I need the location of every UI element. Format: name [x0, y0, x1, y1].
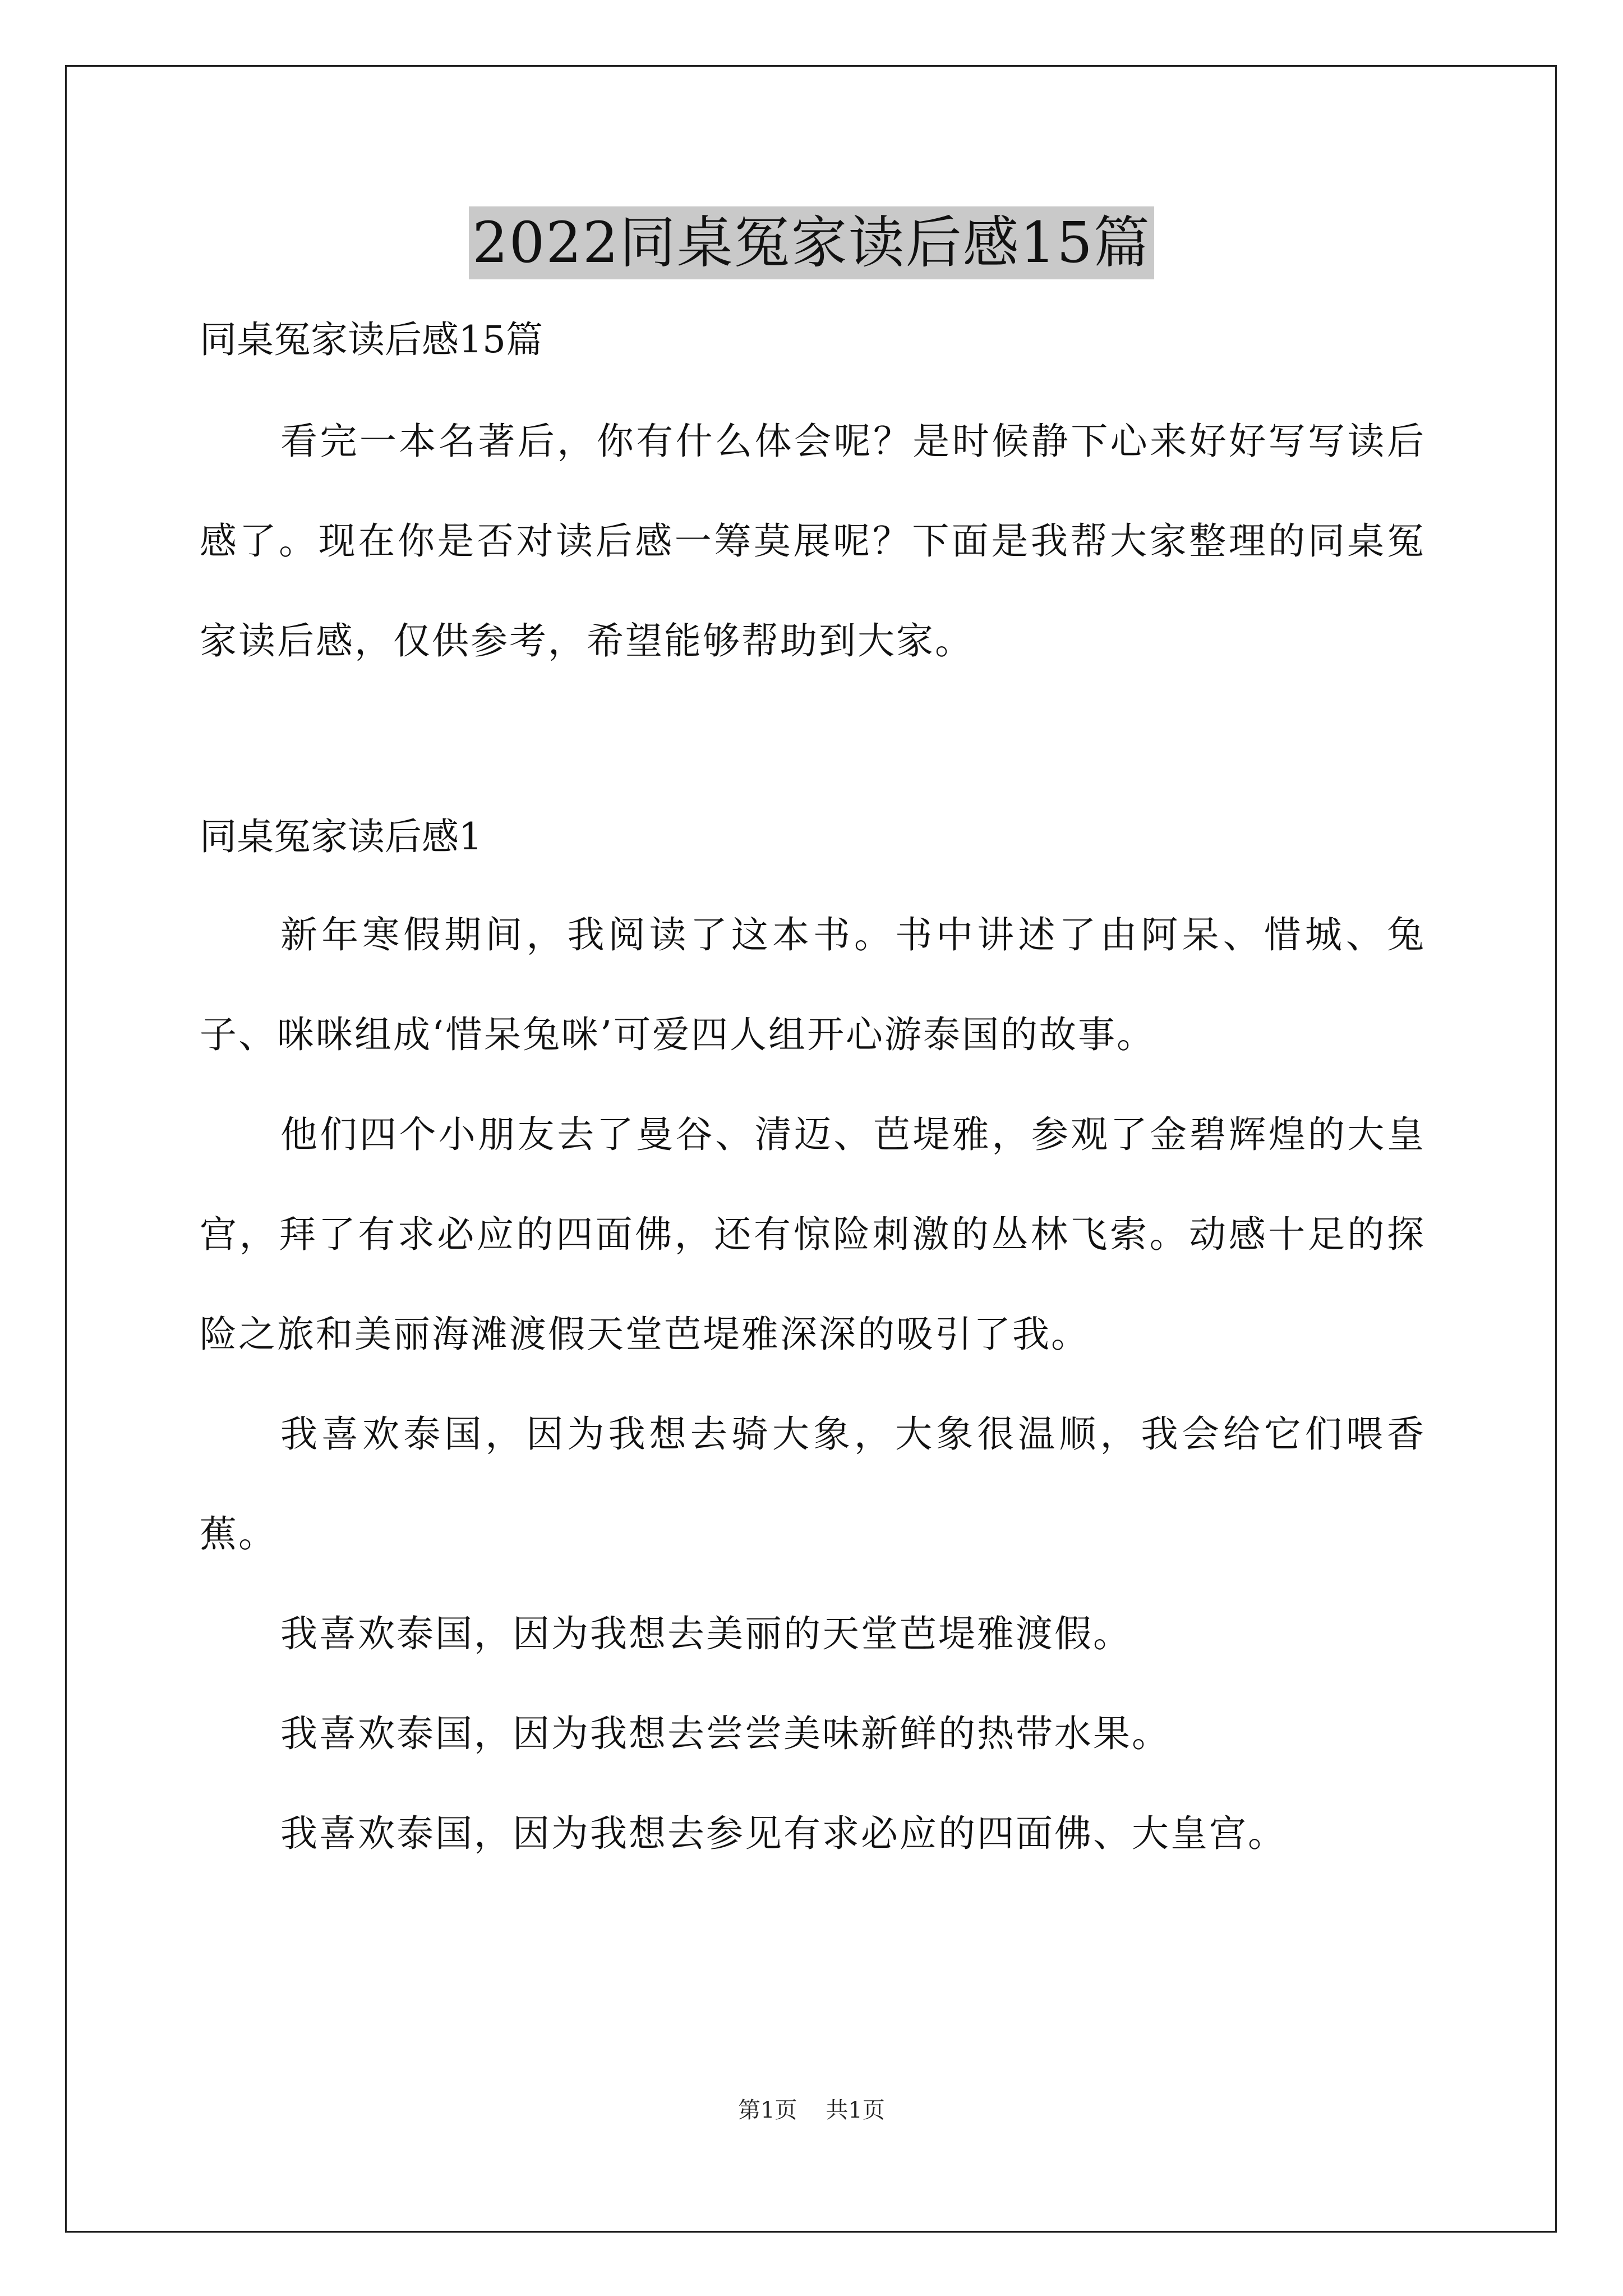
document-title: 2022同桌冤家读后感15篇 — [469, 206, 1154, 279]
page-number: 第1页 — [738, 2097, 797, 2123]
paragraph: 他们四个小朋友去了曼谷、清迈、芭堤雅，参观了金碧辉煌的大皇宫，拜了有求必应的四面佛，还有惊险刺激的丛林飞索。动感十足的探险之旅和美丽海滩渡假天堂芭堤雅深深的吸引了我。 — [200, 1113, 1426, 1356]
page-total: 共1页 — [826, 2097, 885, 2123]
paragraph: 我喜欢泰国，因为我想去骑大象，大象很温顺，我会给它们喂香蕉。 — [200, 1412, 1426, 1556]
document-subtitle: 同桌冤家读后感15篇 — [200, 318, 543, 361]
paragraph: 我喜欢泰国，因为我想去美丽的天堂芭堤雅渡假。 — [280, 1612, 1132, 1655]
title-container — [0, 206, 1623, 279]
paragraph: 我喜欢泰国，因为我想去参见有求必应的四面佛、大皇宫。 — [280, 1812, 1287, 1855]
paragraph: 我喜欢泰国，因为我想去尝尝美味新鲜的热带水果。 — [280, 1712, 1170, 1755]
section-heading: 同桌冤家读后感1 — [200, 815, 482, 858]
paragraph: 新年寒假期间，我阅读了这本书。书中讲述了由阿呆、惜城、兔子、咪咪组成‘惜呆兔咪’可爱四人组开心游泰国的故事。 — [200, 913, 1426, 1056]
document-body — [200, 312, 1426, 1884]
page-footer — [0, 2093, 1623, 2127]
intro-paragraph: 看完一本名著后，你有什么体会呢？是时候静下心来好好写写读后感了。现在你是否对读后感一筹莫展呢？下面是我帮大家整理的同桌冤家读后感，仅供参考，希望能够帮助到大家。 — [200, 420, 1426, 662]
